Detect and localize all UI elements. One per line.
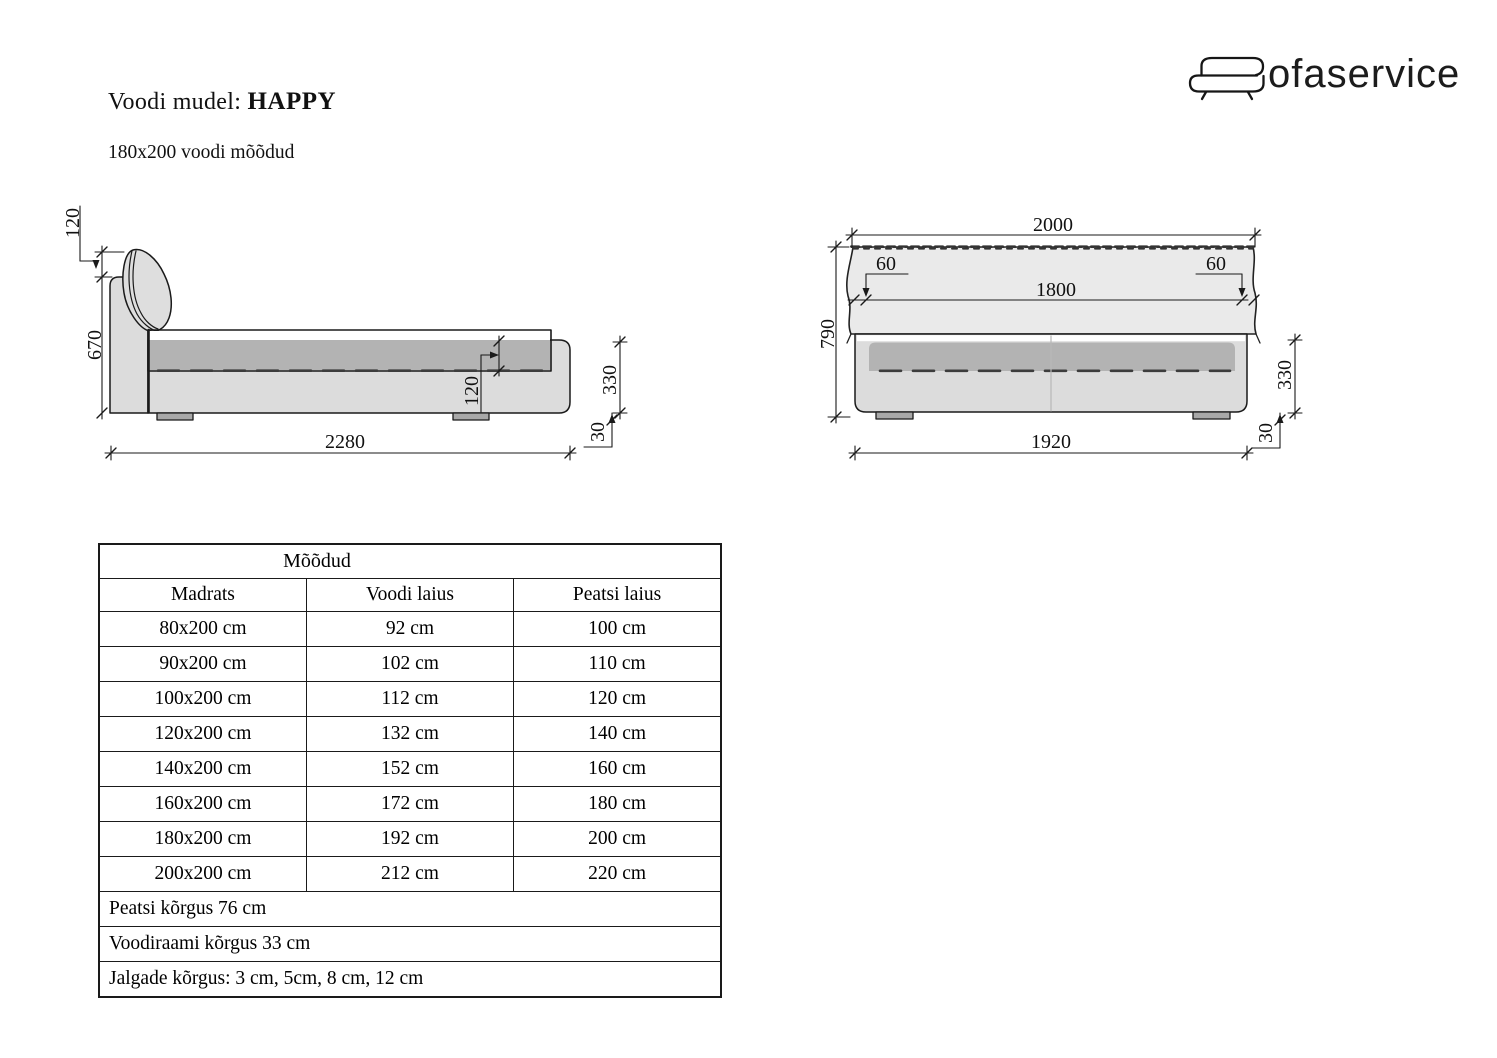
dim-total-height: 790 <box>817 319 839 349</box>
table-cell: 100 cm <box>514 612 721 647</box>
table-cell: 192 cm <box>306 822 513 857</box>
table-title: Mõõdud <box>283 550 351 572</box>
side-foot-left <box>157 413 193 420</box>
table-cell: 172 cm <box>306 787 513 822</box>
dim-total-length: 2280 <box>325 431 365 453</box>
table-cell: 80x200 cm <box>99 612 306 647</box>
dim-headboard-width: 2000 <box>1033 214 1073 236</box>
table-cell: 140x200 cm <box>99 752 306 787</box>
table-header-row <box>99 579 721 612</box>
table-cell: 200x200 cm <box>99 857 306 892</box>
dim-offset-left: 60 <box>876 253 896 275</box>
table-cell: 120 cm <box>514 682 721 717</box>
front-view-drawing <box>817 214 1302 460</box>
table-row <box>99 612 721 647</box>
table-title-row <box>99 544 721 579</box>
column-header-peatsi-laius: Peatsi laius <box>514 579 721 612</box>
dimensions-table-wrapper <box>98 543 722 998</box>
table-cell: 200 cm <box>514 822 721 857</box>
dim-frame-width: 1920 <box>1031 431 1071 453</box>
page-title-prefix: Voodi mudel: <box>108 89 242 115</box>
table-cell: 152 cm <box>306 752 513 787</box>
dim-offset-right: 60 <box>1206 253 1226 275</box>
footer-frame-height: Voodiraami kõrgus 33 cm <box>99 927 721 962</box>
logo-wordmark: ofaservice <box>1268 52 1461 96</box>
table-cell: 160 cm <box>514 752 721 787</box>
side-view-drawing <box>62 206 627 460</box>
dim-leg-height-side: 30 <box>587 422 609 442</box>
dim-mattress-width: 1800 <box>1036 279 1076 301</box>
footer-leg-heights: Jalgade kõrgus: 3 cm, 5cm, 8 cm, 12 cm <box>99 962 721 998</box>
column-header-madrats: Madrats <box>99 579 306 612</box>
side-mattress-top <box>149 331 550 340</box>
dim-leg-height-front: 30 <box>1255 423 1277 443</box>
table-row <box>99 682 721 717</box>
table-row <box>99 857 721 892</box>
table-footer-row <box>99 927 721 962</box>
table-cell: 160x200 cm <box>99 787 306 822</box>
table-footer-row <box>99 962 721 998</box>
table-cell: 90x200 cm <box>99 647 306 682</box>
dim-frame-height-front: 330 <box>1274 360 1296 390</box>
dimensions-table <box>98 543 722 998</box>
dim-headboard-height: 670 <box>84 330 106 360</box>
table-cell: 112 cm <box>306 682 513 717</box>
table-row <box>99 787 721 822</box>
table-cell: 92 cm <box>306 612 513 647</box>
table-cell: 100x200 cm <box>99 682 306 717</box>
table-row <box>99 717 721 752</box>
table-body <box>99 612 721 892</box>
table-row <box>99 647 721 682</box>
table-cell: 132 cm <box>306 717 513 752</box>
table-cell: 102 cm <box>306 647 513 682</box>
dim-frame-height-side: 330 <box>599 365 621 395</box>
sofa-logo-icon <box>1190 58 1264 99</box>
footer-headboard-height: Peatsi kõrgus 76 cm <box>99 892 721 927</box>
page-title-model: HAPPY <box>247 88 337 115</box>
table-cell: 180 cm <box>514 787 721 822</box>
table-cell: 110 cm <box>514 647 721 682</box>
table-row <box>99 752 721 787</box>
table-row <box>99 822 721 857</box>
front-mattress-band <box>869 343 1235 372</box>
table-cell: 180x200 cm <box>99 822 306 857</box>
table-cell: 120x200 cm <box>99 717 306 752</box>
page-subtitle: 180x200 voodi mõõdud <box>108 142 295 163</box>
dim-pillow-height: 120 <box>62 208 84 238</box>
table-cell: 220 cm <box>514 857 721 892</box>
table-cell: 140 cm <box>514 717 721 752</box>
table-footer-row <box>99 892 721 927</box>
side-foot-right <box>453 413 489 420</box>
table-cell: 212 cm <box>306 857 513 892</box>
dim-mattress-height: 120 <box>461 376 483 406</box>
front-foot-left <box>876 412 913 419</box>
column-header-voodi-laius: Voodi laius <box>306 579 513 612</box>
front-foot-right <box>1193 412 1230 419</box>
